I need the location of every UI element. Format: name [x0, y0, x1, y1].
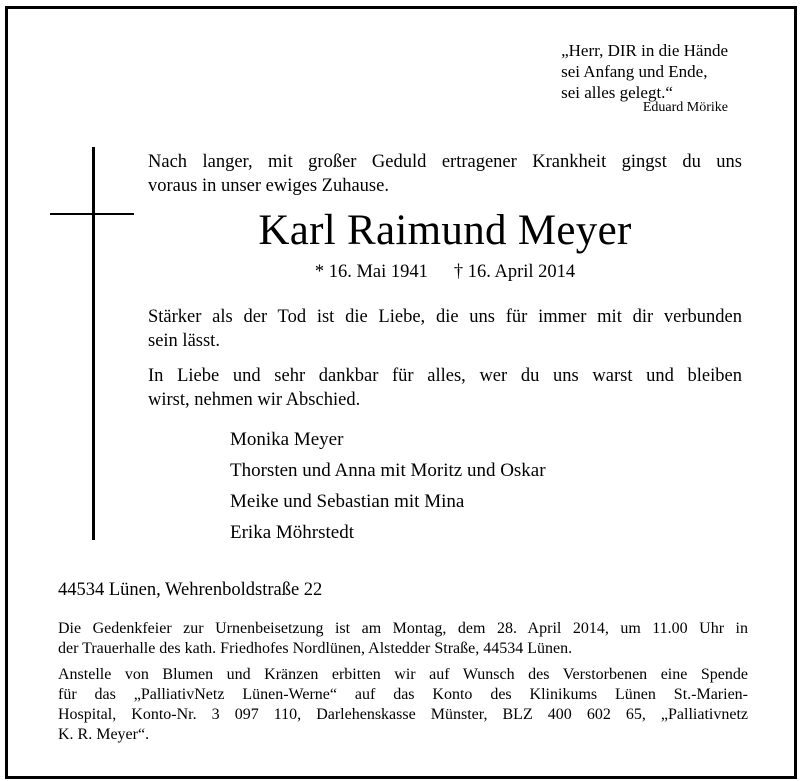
message-line: wirst, nehmen wir Abschied.	[148, 390, 361, 410]
message-paragraph-1	[148, 305, 742, 353]
message-line: sein lässt.	[148, 331, 220, 351]
donation-line: für das „PalliativNetz Lünen-Werne“ auf das Konto des Klinikums Lünen St.-Marien-	[58, 686, 748, 703]
family-member: Thorsten und Anna mit Moritz und Oskar	[230, 460, 546, 481]
message-line: Stärker als der Tod ist die Liebe, die uns für immer mit dir verbunden	[148, 307, 742, 327]
birth-date: * 16. Mai 1941	[314, 262, 428, 282]
ceremony-line: der Trauerhalle des kath. Friedhofes Nordlünen, Alstedder Straße, 44534 Lünen.	[58, 640, 573, 657]
ceremony-paragraph	[58, 619, 748, 659]
message-paragraph-2	[148, 364, 742, 412]
cross-icon-bar	[50, 213, 134, 215]
intro-line: voraus in unser ewiges Zuhause.	[148, 176, 389, 196]
intro-paragraph	[148, 150, 742, 198]
donation-line: Hospital, Konto-Nr. 3 097 110, Darlehenskasse Münster, BLZ 400 602 65, „Palliativnetz	[58, 706, 748, 723]
family-member: Meike und Sebastian mit Mina	[230, 491, 465, 512]
family-member: Erika Möhrstedt	[230, 522, 355, 543]
quote-line: „Herr, DIR in die Hände	[561, 41, 728, 60]
quote	[561, 40, 728, 103]
quote-line: sei alles gelegt.“	[561, 83, 673, 102]
quote-author: Eduard Mörike	[642, 100, 728, 115]
quote-line: sei Anfang und Ende,	[561, 62, 708, 81]
message-line: In Liebe und sehr dankbar für alles, wer du uns warst und bleiben	[148, 366, 742, 386]
donation-line: Anstelle von Blumen und Kränzen erbitten wir auf Wunsch des Verstorbenen eine Spende	[58, 666, 748, 683]
intro-line: Nach langer, mit großer Geduld ertragener Krankheit gingst du uns	[148, 152, 742, 172]
family-member: Monika Meyer	[230, 429, 344, 450]
donation-paragraph	[58, 665, 748, 745]
deceased-name: Karl Raimund Meyer	[258, 207, 632, 254]
death-date: † 16. April 2014	[453, 262, 576, 282]
cross-icon	[92, 147, 95, 540]
ceremony-line: Die Gedenkfeier zur Urnenbeisetzung ist am Montag, dem 28. April 2014, um 11.00 Uhr in	[58, 620, 748, 637]
donation-line: K. R. Meyer“.	[58, 726, 150, 743]
family-list	[230, 424, 546, 548]
address: 44534 Lünen, Wehrenboldstraße 22	[58, 580, 323, 600]
life-dates	[148, 262, 742, 283]
